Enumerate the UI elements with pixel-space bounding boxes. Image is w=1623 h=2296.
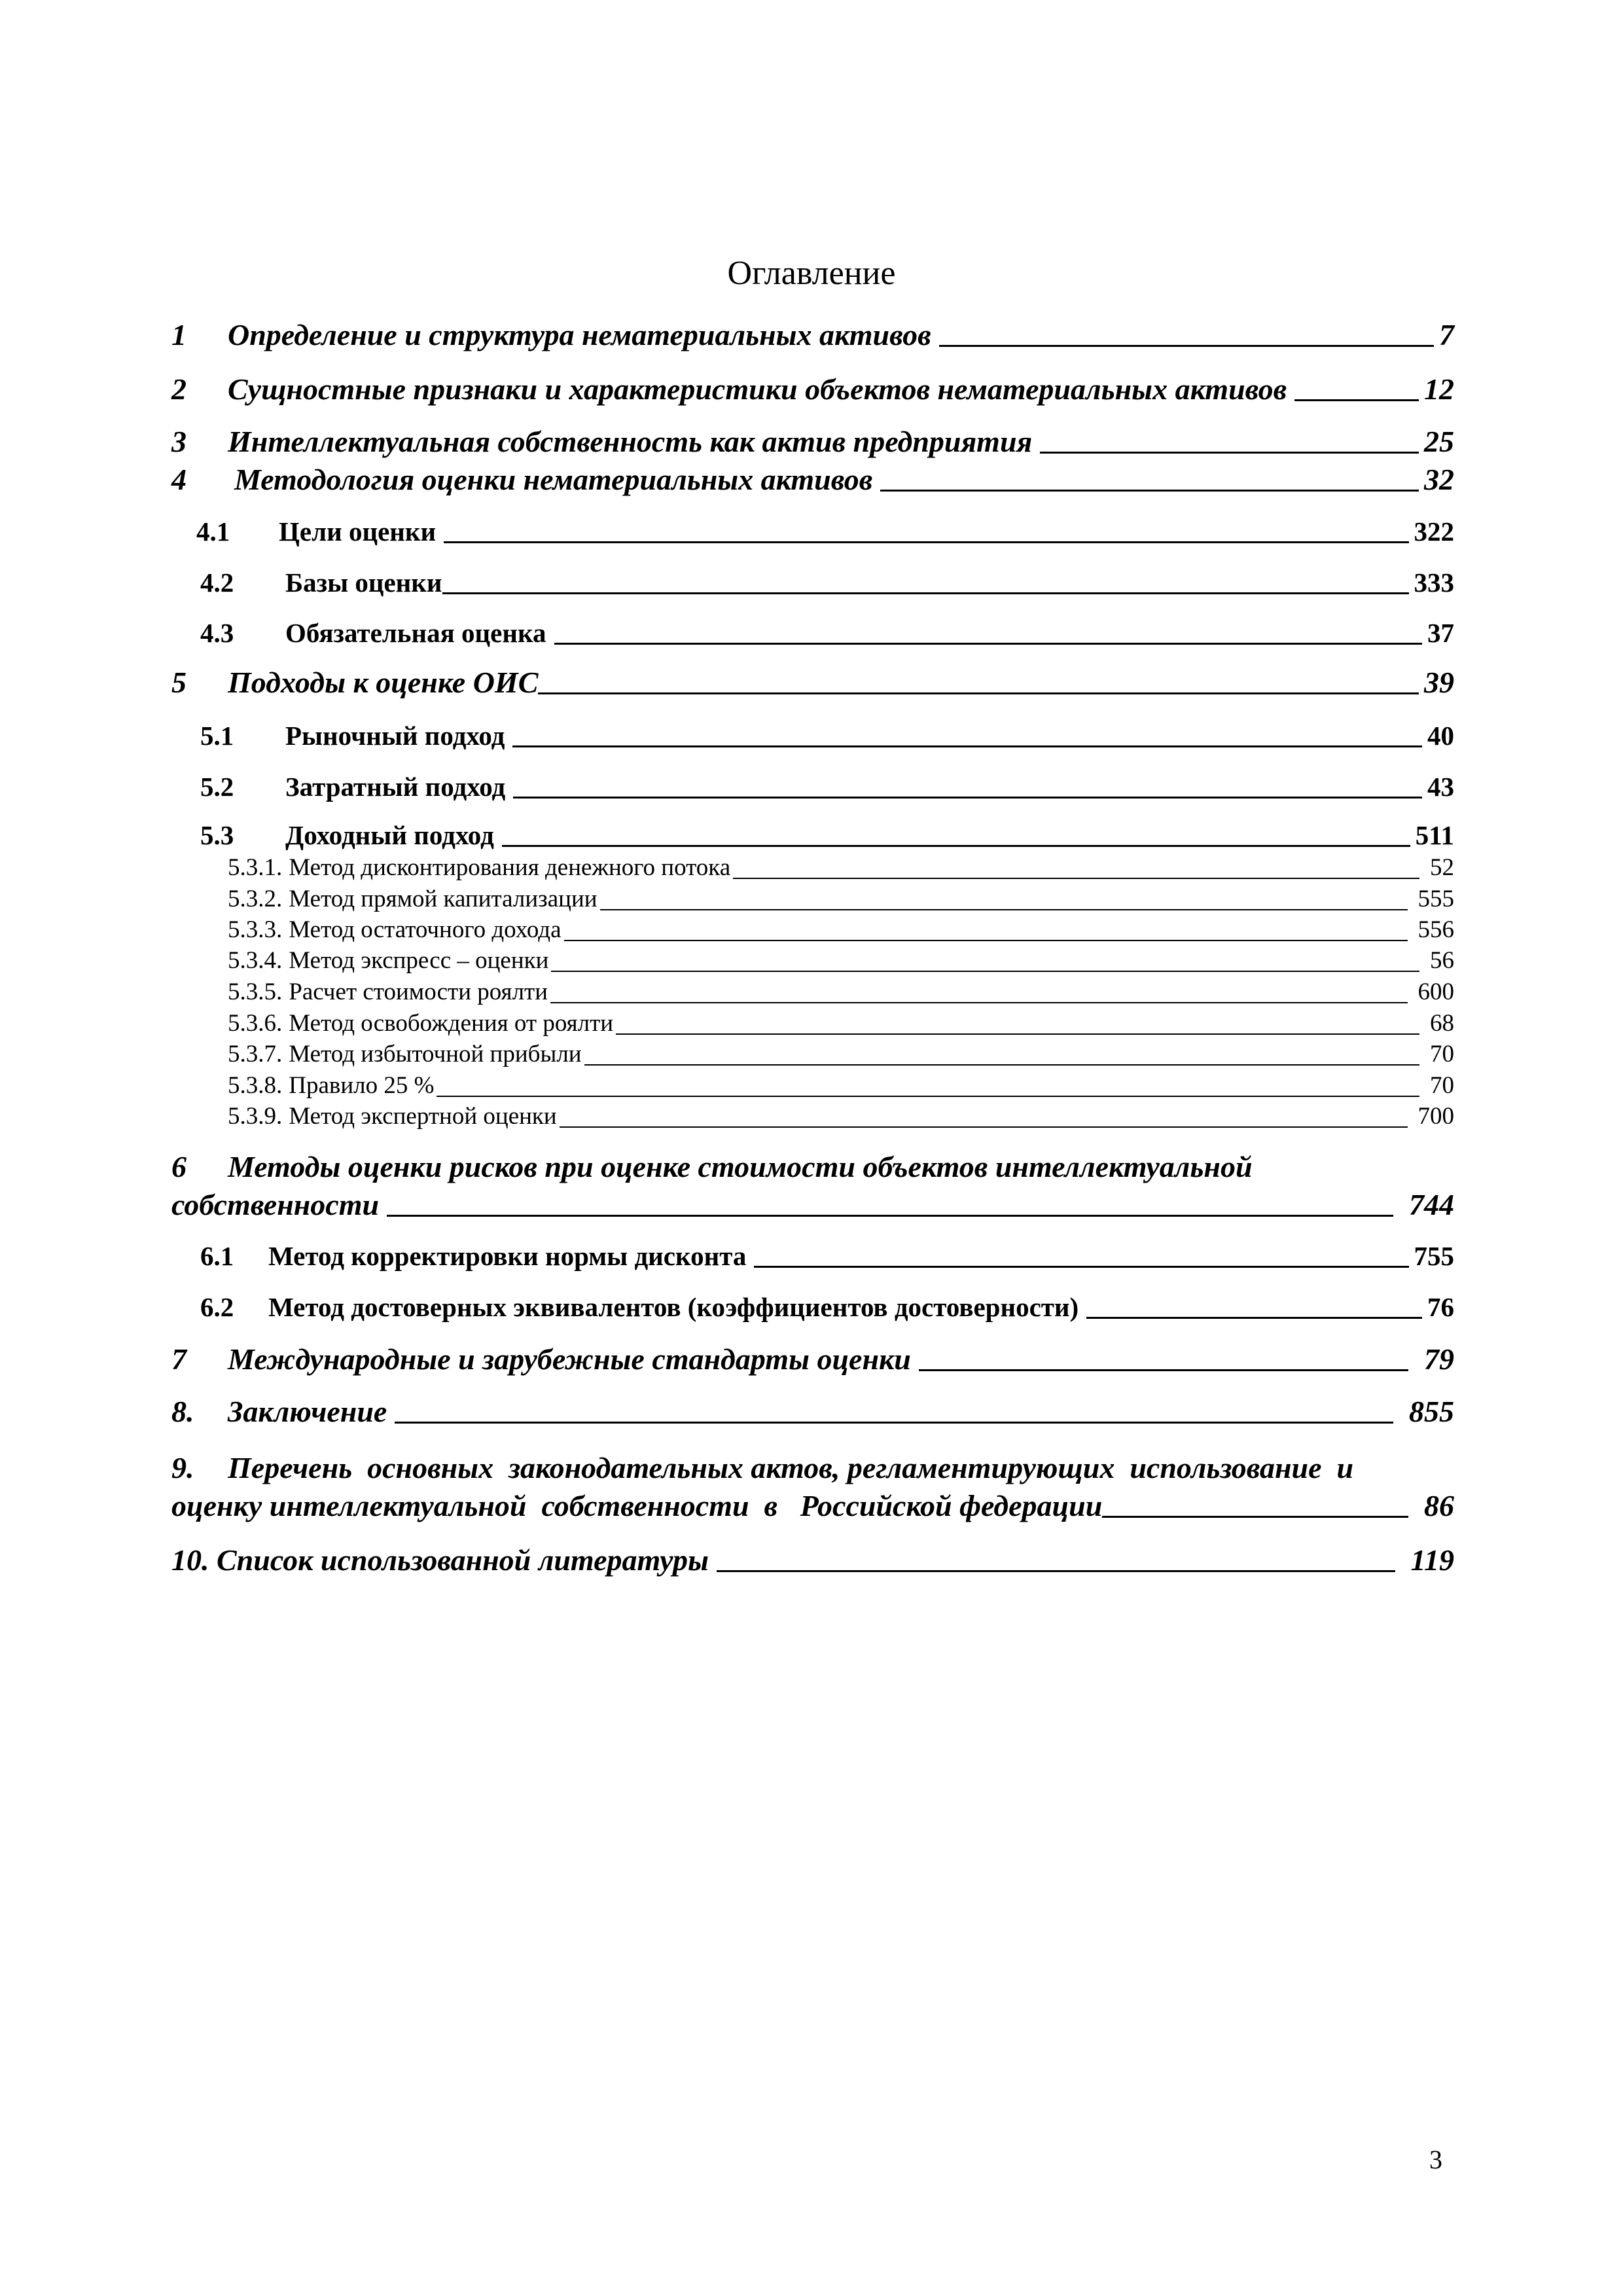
toc-entry-title: Метод дисконтирования денежного потока bbox=[289, 854, 731, 881]
dot-leader bbox=[584, 1064, 1419, 1066]
toc-entry-number: 5.3.7. bbox=[228, 1041, 283, 1067]
toc-entry-5-3-4[interactable] bbox=[228, 946, 1454, 975]
toc-entry-title: Метод остаточного дохода bbox=[289, 916, 562, 943]
toc-entry-page: 322 bbox=[1414, 516, 1454, 547]
toc-entry-page: 79 bbox=[1424, 1342, 1454, 1376]
dot-leader bbox=[919, 1369, 1408, 1371]
toc-entry-5-3[interactable] bbox=[200, 819, 1454, 851]
toc-entry-number: 5.3.2. bbox=[228, 886, 283, 912]
toc-entry-page: 25 bbox=[1424, 425, 1454, 458]
toc-entry-page: 70 bbox=[1430, 1072, 1454, 1099]
dot-leader bbox=[442, 592, 1409, 594]
dot-leader bbox=[616, 1033, 1419, 1035]
toc-entry-page: 700 bbox=[1418, 1103, 1454, 1130]
toc-entry-title: Обязательная оценка bbox=[285, 618, 546, 648]
toc-entry-number: 4.1 bbox=[196, 516, 230, 547]
toc-entry-title: Базы оценки bbox=[285, 567, 442, 598]
toc-entry-number: 5.3.9. bbox=[228, 1103, 283, 1130]
toc-entry-title: 10. Список использованной литературы bbox=[171, 1543, 709, 1577]
toc-entry-5-3-6[interactable] bbox=[228, 1009, 1454, 1037]
toc-entry-number: 5.3.6. bbox=[228, 1010, 283, 1037]
toc-entry-number: 6.1 bbox=[200, 1241, 234, 1271]
page-number: 3 bbox=[1429, 2145, 1442, 2174]
toc-entry-title: Перечень основных законодательных актов, регламентирующих использование и bbox=[228, 1451, 1354, 1484]
dot-leader bbox=[538, 692, 1419, 694]
toc-entry-1[interactable] bbox=[171, 317, 1454, 352]
dot-leader bbox=[1294, 399, 1419, 401]
dot-leader bbox=[600, 909, 1408, 910]
toc-entry-title-continued: собственности bbox=[171, 1188, 380, 1221]
dot-leader bbox=[512, 745, 1422, 747]
toc-entry-number: 4.3 bbox=[200, 618, 234, 648]
dot-leader bbox=[880, 490, 1419, 492]
toc-entry-number: 5 bbox=[171, 666, 187, 699]
toc-entry-6-line2[interactable] bbox=[171, 1187, 1454, 1222]
toc-entry-6-line1[interactable] bbox=[171, 1149, 1454, 1184]
toc-entry-6-1[interactable] bbox=[200, 1240, 1454, 1272]
toc-entry-page: 39 bbox=[1424, 666, 1454, 699]
toc-entry-title: Затратный подход bbox=[285, 772, 506, 802]
toc-entry-number: 4 bbox=[171, 463, 187, 496]
dot-leader bbox=[717, 1570, 1395, 1572]
toc-entry-10[interactable] bbox=[171, 1543, 1454, 1577]
toc-entry-number: 5.3.8. bbox=[228, 1072, 283, 1099]
dot-leader bbox=[560, 1126, 1408, 1128]
toc-entry-title: Метод прямой капитализации bbox=[289, 886, 597, 912]
toc-entry-4[interactable] bbox=[171, 462, 1454, 497]
toc-entry-page: 43 bbox=[1427, 772, 1454, 802]
dot-leader bbox=[939, 345, 1434, 347]
toc-entry-title: Интеллектуальная собственность как актив предприятия bbox=[228, 425, 1033, 458]
toc-entry-number: 5.3 bbox=[200, 820, 234, 850]
toc-entry-6-2[interactable] bbox=[200, 1291, 1454, 1323]
dot-leader bbox=[387, 1215, 1393, 1217]
toc-entry-title: Метод экспресс – оценки bbox=[289, 947, 549, 974]
toc-entry-page: 76 bbox=[1427, 1292, 1454, 1322]
toc-entry-number: 2 bbox=[171, 372, 187, 406]
toc-entry-page: 40 bbox=[1427, 721, 1454, 751]
dot-leader bbox=[444, 541, 1408, 543]
toc-entry-5-3-3[interactable] bbox=[228, 916, 1454, 944]
toc-entry-title: Правило 25 % bbox=[289, 1072, 435, 1099]
dot-leader bbox=[513, 797, 1422, 798]
dot-leader bbox=[564, 940, 1408, 941]
toc-entry-number: 5.3.4. bbox=[228, 947, 283, 974]
toc-entry-title: Заключение bbox=[228, 1395, 387, 1428]
toc-entry-9-line1[interactable] bbox=[171, 1450, 1454, 1485]
dot-leader bbox=[1040, 452, 1419, 454]
toc-entry-5-2[interactable] bbox=[200, 771, 1454, 802]
dot-leader bbox=[733, 878, 1419, 879]
toc-entry-number: 5.1 bbox=[200, 721, 234, 751]
toc-entry-title: Цели оценки bbox=[279, 516, 437, 547]
toc-entry-title: Сущностные признаки и характеристики объектов нематериальных активов bbox=[228, 372, 1287, 406]
dot-leader bbox=[554, 643, 1423, 645]
toc-entry-page: 52 bbox=[1430, 854, 1454, 881]
dot-leader bbox=[395, 1422, 1393, 1424]
toc-entry-page: 86 bbox=[1424, 1489, 1454, 1522]
toc-entry-title: Определение и структура нематериальных активов bbox=[228, 318, 931, 351]
toc-entry-4-3[interactable] bbox=[200, 617, 1454, 649]
toc-entry-3[interactable] bbox=[171, 424, 1454, 459]
toc-entry-5-1[interactable] bbox=[200, 720, 1454, 751]
toc-entry-title: Международные и зарубежные стандарты оценки bbox=[228, 1342, 911, 1376]
toc-entry-page: 68 bbox=[1430, 1010, 1454, 1037]
toc-entry-5-3-9[interactable] bbox=[228, 1102, 1454, 1130]
dot-leader bbox=[1102, 1516, 1408, 1518]
toc-entry-5[interactable] bbox=[171, 665, 1454, 700]
toc-entry-number: 3 bbox=[171, 425, 187, 458]
toc-entry-page: 744 bbox=[1409, 1188, 1454, 1221]
toc-entry-page: 555 bbox=[1418, 886, 1454, 912]
toc-entry-number: 6 bbox=[171, 1150, 187, 1183]
toc-entry-8[interactable] bbox=[171, 1394, 1454, 1429]
toc-entry-title: Рыночный подход bbox=[285, 721, 505, 751]
toc-entry-number: 4.2 bbox=[200, 567, 234, 598]
toc-entry-page: 32 bbox=[1424, 463, 1454, 496]
toc-entry-7[interactable] bbox=[171, 1342, 1454, 1376]
toc-entry-4-2[interactable] bbox=[200, 567, 1454, 598]
toc-entry-5-3-7[interactable] bbox=[228, 1040, 1454, 1068]
toc-entry-title: Метод достоверных эквивалентов (коэффициентов достоверности) bbox=[268, 1292, 1079, 1322]
dot-leader bbox=[550, 1002, 1407, 1003]
toc-entry-page: 556 bbox=[1418, 916, 1454, 943]
toc-entry-title: Метод экспертной оценки bbox=[289, 1103, 557, 1130]
toc-entry-title: Метод освобождения от роялти bbox=[289, 1010, 614, 1037]
toc-entry-number: 5.3.5. bbox=[228, 978, 283, 1005]
toc-entry-number: 1 bbox=[171, 318, 187, 351]
toc-entry-number: 5.2 bbox=[200, 772, 234, 802]
toc-entry-number: 5.3.3. bbox=[228, 916, 283, 943]
toc-entry-page: 12 bbox=[1424, 372, 1454, 406]
toc-entry-5-3-2[interactable] bbox=[228, 885, 1454, 913]
toc-entry-page: 855 bbox=[1409, 1395, 1454, 1428]
toc-entry-page: 37 bbox=[1427, 618, 1454, 648]
dot-leader bbox=[754, 1266, 1408, 1268]
toc-entry-page: 600 bbox=[1418, 978, 1454, 1005]
toc-entry-number: 9. bbox=[171, 1451, 194, 1484]
toc-entry-2[interactable] bbox=[171, 372, 1454, 406]
toc-entry-page: 7 bbox=[1439, 318, 1454, 351]
toc-entry-title: Доходный подход bbox=[285, 820, 494, 850]
toc-entry-title: Метод избыточной прибыли bbox=[289, 1041, 582, 1067]
toc-entry-number: 6.2 bbox=[200, 1292, 234, 1322]
toc-entry-5-3-5[interactable] bbox=[228, 978, 1454, 1006]
toc-entry-page: 56 bbox=[1430, 947, 1454, 974]
toc-entry-5-3-1[interactable] bbox=[228, 853, 1454, 882]
dot-leader bbox=[1086, 1317, 1422, 1319]
toc-entry-4-1[interactable] bbox=[196, 516, 1454, 547]
dot-leader bbox=[437, 1096, 1419, 1097]
toc-entry-page: 119 bbox=[1410, 1543, 1454, 1577]
page-title: Оглавление bbox=[727, 255, 896, 292]
toc-entry-title: Методология оценки нематериальных активов bbox=[234, 463, 873, 496]
dot-leader bbox=[502, 845, 1410, 847]
toc-entry-number: 5.3.1. bbox=[228, 854, 283, 881]
toc-entry-number: 8. bbox=[171, 1395, 194, 1428]
toc-entry-page: 70 bbox=[1430, 1041, 1454, 1067]
toc-entry-title: Подходы к оценке ОИС bbox=[228, 666, 539, 699]
toc-entry-title: Расчет стоимости роялти bbox=[289, 978, 548, 1005]
toc-entry-9-line2[interactable] bbox=[171, 1488, 1454, 1523]
toc-entry-number: 7 bbox=[171, 1342, 187, 1376]
dot-leader bbox=[551, 971, 1419, 972]
toc-entry-page: 511 bbox=[1415, 820, 1454, 850]
toc-entry-page: 755 bbox=[1414, 1241, 1454, 1271]
toc-entry-title: Метод корректировки нормы дисконта bbox=[268, 1241, 747, 1271]
toc-entry-page: 333 bbox=[1414, 567, 1454, 598]
toc-entry-5-3-8[interactable] bbox=[228, 1071, 1454, 1100]
toc-entry-title: Методы оценки рисков при оценке стоимости объектов интеллектуальной bbox=[228, 1150, 1253, 1183]
toc-entry-title-continued: оценку интеллектуальной собственности в Российской федерации bbox=[171, 1489, 1103, 1522]
